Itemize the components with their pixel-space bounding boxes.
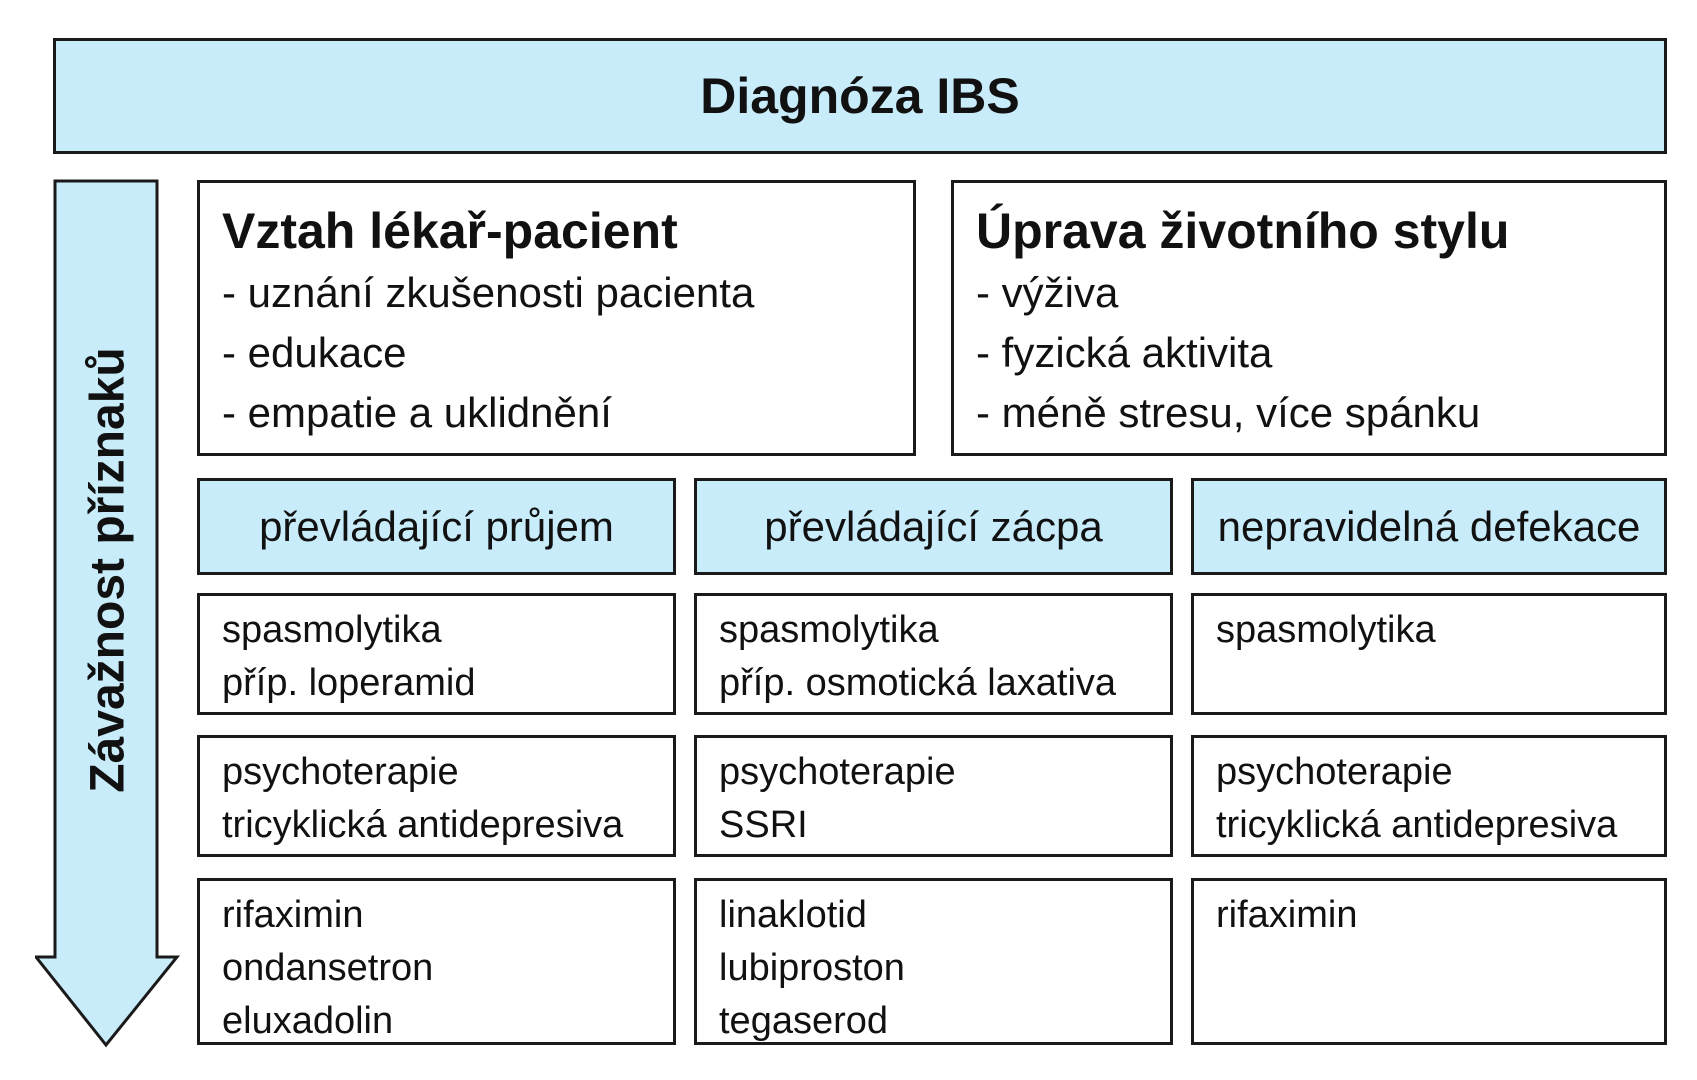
treatment-cell-constipation-1 [694,593,1173,715]
diagnosis-title: Diagnóza IBS [700,68,1020,124]
treatment-line: linaklotid [719,894,867,936]
treatment-line: psychoterapie [1216,751,1453,793]
treatment-cell-constipation-2 [694,735,1173,857]
lifestyle-item: - výživa [976,269,1119,316]
treatment-line: ondansetron [222,947,434,989]
treatment-line: rifaximin [222,894,364,936]
relationship-heading: Vztah lékař-pacient [222,203,678,259]
treatment-line: tricyklická antidepresiva [1216,804,1618,846]
lifestyle-heading: Úprava životního stylu [976,203,1510,259]
treatment-line: SSRI [719,804,808,846]
column-header-constipation: převládající zácpa [694,478,1173,575]
treatment-line: lubiproston [719,947,905,989]
treatment-line: tricyklická antidepresiva [222,804,624,846]
treatment-line: rifaximin [1216,894,1358,936]
diagnosis-title-box [53,38,1667,154]
treatment-cell-diarrhea-2 [197,735,676,857]
treatment-line: psychoterapie [222,751,459,793]
treatment-cell-diarrhea-3 [197,878,676,1045]
column-header-diarrhea: převládající průjem [197,478,676,575]
lifestyle-item: - fyzická aktivita [976,329,1273,376]
relationship-item: - edukace [222,329,407,376]
relationship-item: - empatie a uklidnění [222,389,612,436]
relationship-item: - uznání zkušenosti pacienta [222,269,755,316]
treatment-line: psychoterapie [719,751,956,793]
treatment-line: spasmolytika [1216,609,1436,651]
lifestyle-item: - méně stresu, více spánku [976,389,1481,436]
treatment-line: spasmolytika [222,609,442,651]
lifestyle-box [951,180,1667,456]
treatment-line: eluxadolin [222,1000,394,1042]
treatment-cell-irregular-2 [1191,735,1667,857]
treatment-cell-irregular-3 [1191,878,1667,1045]
treatment-line: příp. loperamid [222,662,476,704]
column-header-irregular: nepravidelná defekace [1191,478,1667,575]
treatment-line: tegaserod [719,1000,889,1042]
relationship-box [197,180,916,456]
severity-axis-label: Závažnost příznaků [81,347,135,793]
treatment-cell-diarrhea-1 [197,593,676,715]
treatment-cell-irregular-1 [1191,593,1667,715]
treatment-cell-constipation-3 [694,878,1173,1045]
treatment-line: příp. osmotická laxativa [719,662,1117,704]
treatment-line: spasmolytika [719,609,939,651]
